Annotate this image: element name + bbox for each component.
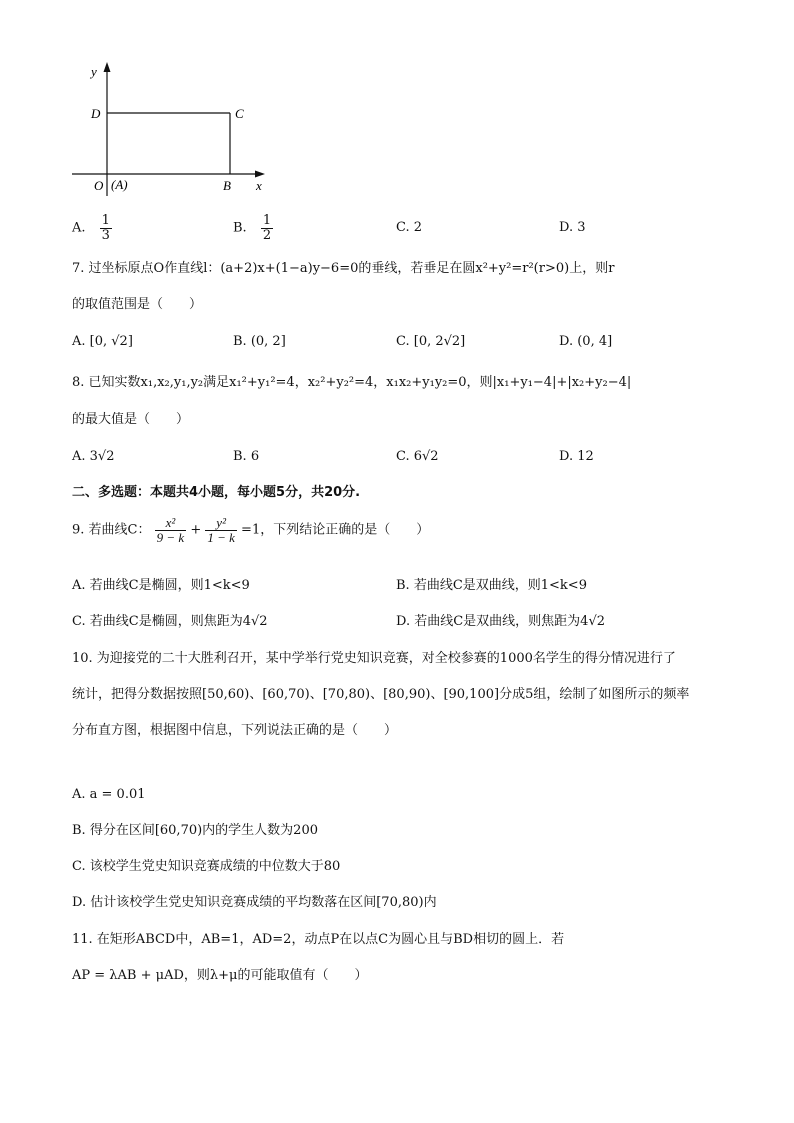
label-a: (A) xyxy=(111,177,128,192)
q6-option-a-denominator: 3 xyxy=(101,228,110,243)
label-b: B xyxy=(223,178,231,193)
label-d: D xyxy=(91,106,101,121)
q7-option-b: B. (0, 2] xyxy=(233,334,286,349)
q9-fraction-2 xyxy=(205,516,237,545)
q9-fraction-1-denominator: 9 − k xyxy=(156,530,185,545)
q9-suffix: =1，下列结论正确的是（ ） xyxy=(241,522,430,538)
q6-option-a-fraction xyxy=(100,214,112,243)
q9-fraction-2-numerator: y² xyxy=(205,516,237,531)
q8-stem-line1: 8. 已知实数x₁,x₂,y₁,y₂满足x₁²+y₁²=4，x₂²+y₂²=4，x₁x₂+y₁y₂=0，则|x₁+y₁−4|+|x₂+y₂−4| xyxy=(72,375,632,390)
q10-option-d: D. 估计该校学生党史知识竞赛成绩的平均数落在区间[70,80)内 xyxy=(72,895,437,910)
q7-stem-line2: 的取值范围是（ ） xyxy=(72,297,203,312)
q9-stem xyxy=(72,516,429,545)
rectangle-figure xyxy=(60,58,280,208)
q6-option-b-denominator: 2 xyxy=(262,228,272,243)
q6-option-a xyxy=(72,214,112,243)
label-c: C xyxy=(235,106,244,121)
q6-option-a-letter: A. xyxy=(72,220,86,236)
q7-option-c: C. [0, 2√2] xyxy=(396,334,466,349)
q9-option-d: D. 若曲线C是双曲线，则焦距为4√2 xyxy=(396,614,605,629)
label-o: O xyxy=(94,178,104,193)
q10-stem-line2: 统计，把得分数据按照[50,60)、[60,70)、[70,80)、[80,90)、[90,100]分成5组，绘制了如图所示的频率 xyxy=(72,687,690,702)
q10-option-c: C. 该校学生党史知识竞赛成绩的中位数大于80 xyxy=(72,859,341,874)
q8-option-b: B. 6 xyxy=(233,449,260,464)
q10-option-a: A. a = 0.01 xyxy=(72,787,146,802)
q9-option-b: B. 若曲线C是双曲线，则1<k<9 xyxy=(396,578,587,593)
q6-option-b-fraction xyxy=(261,214,273,243)
q8-option-d: D. 12 xyxy=(559,449,594,464)
q6-option-b-numerator: 1 xyxy=(262,213,272,228)
q9-option-a: A. 若曲线C是椭圆，则1<k<9 xyxy=(72,578,250,593)
q7-option-d: D. (0, 4] xyxy=(559,334,613,349)
q11-stem-line1: 11. 在矩形ABCD中，AB=1，AD=2，动点P在以点C为圆心且与BD相切的圆上．若 xyxy=(72,932,565,947)
q6-option-c: C. 2 xyxy=(396,220,423,235)
q10-stem-line1: 10. 为迎接党的二十大胜利召开，某中学举行党史知识竞赛，对全校参赛的1000名学生的得分情况进行了 xyxy=(72,651,676,666)
q9-plus: + xyxy=(190,522,202,538)
q8-option-c: C. 6√2 xyxy=(396,449,439,464)
section2-title: 二、多选题：本题共4小题，每小题5分，共20分. xyxy=(72,485,361,500)
q6-option-a-numerator: 1 xyxy=(101,213,110,228)
q10-stem-line3: 分布直方图，根据图中信息，下列说法正确的是（ ） xyxy=(72,723,398,738)
label-x: x xyxy=(256,178,262,193)
q6-option-d: D. 3 xyxy=(559,220,586,235)
q10-option-b: B. 得分在区间[60,70)内的学生人数为200 xyxy=(72,823,318,838)
q9-fraction-1 xyxy=(155,516,187,545)
label-y: y xyxy=(91,64,97,79)
q9-option-c: C. 若曲线C是椭圆，则焦距为4√2 xyxy=(72,614,268,629)
q6-option-b-letter: B. xyxy=(233,220,247,236)
q6-option-b xyxy=(233,214,273,243)
q11-stem-line2: AP = λAB + μAD，则λ+μ的可能取值有（ ） xyxy=(72,968,368,983)
y-axis-arrow xyxy=(104,62,111,72)
q9-fraction-2-denominator: 1 − k xyxy=(207,530,235,545)
q8-stem-line2: 的最大值是（ ） xyxy=(72,412,190,427)
q9-prefix: 9. 若曲线C： xyxy=(72,522,151,538)
x-axis-arrow xyxy=(255,171,265,178)
q8-option-a: A. 3√2 xyxy=(72,449,115,464)
q7-stem-line1: 7. 过坐标原点O作直线l：(a+2)x+(1−a)y−6=0的垂线，若垂足在圆x²+y²=r²(r>0)上，则r xyxy=(72,261,615,276)
q7-option-a: A. [0, √2] xyxy=(72,334,133,349)
q9-fraction-1-numerator: x² xyxy=(155,516,187,531)
